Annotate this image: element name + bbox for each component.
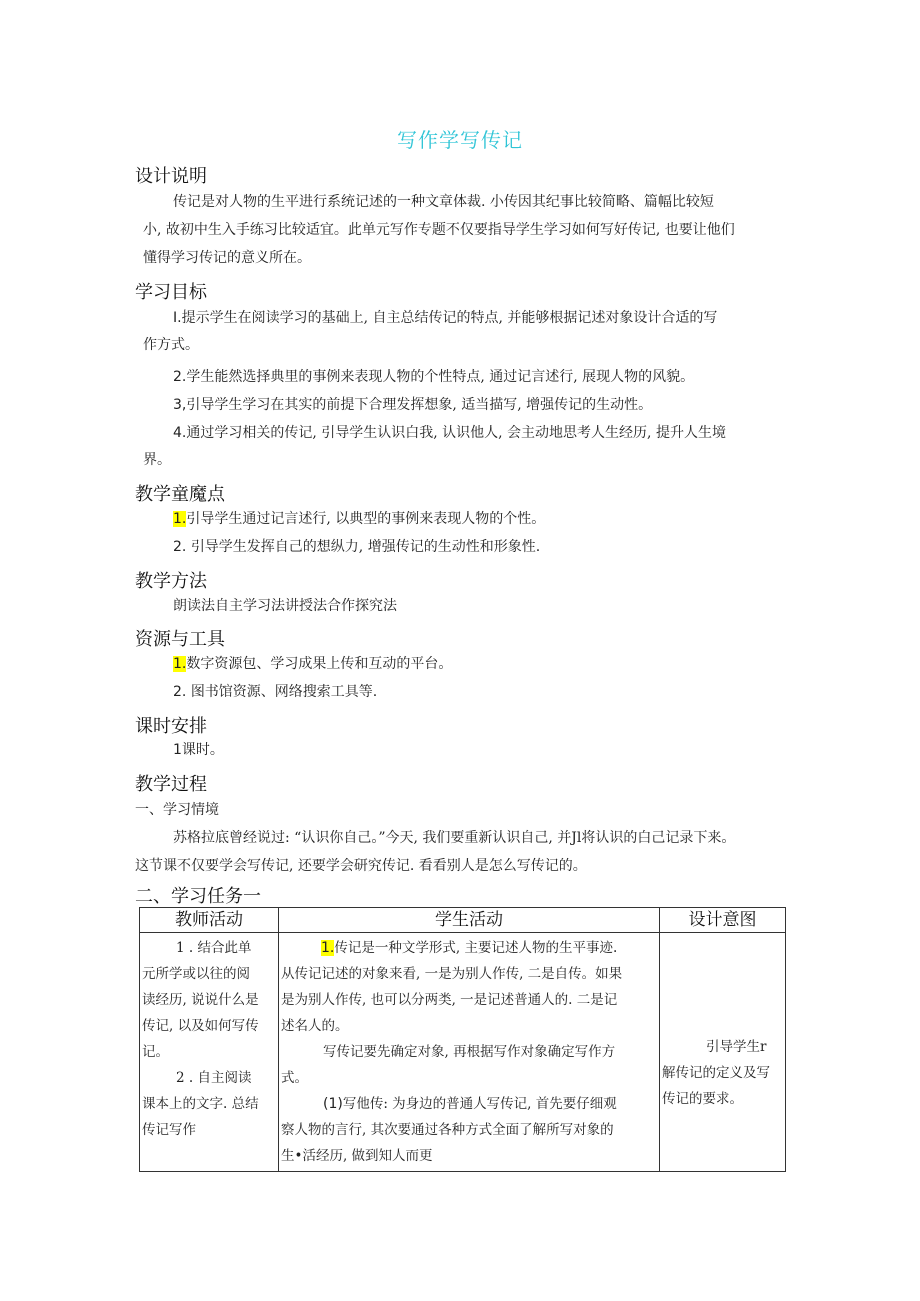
design-line: 传记的要求。 — [662, 1091, 743, 1107]
resource-1-text: 数字资源包、学习成果上传和互动的平台。 — [186, 656, 453, 672]
goal-1 — [173, 305, 717, 331]
resource-1-number: 1. — [173, 656, 187, 672]
student-activity-cell — [279, 933, 660, 1172]
schedule-number: 1 — [173, 742, 182, 758]
student-line: 是为别人作传, 也可以分两类, 一是记述普通人的. 二是记 — [281, 992, 618, 1008]
header-design: 设计意图 — [660, 908, 786, 933]
goal-4-cont: 界。 — [143, 452, 171, 468]
design-line: 引导学生r — [706, 1039, 767, 1055]
goal-3 — [173, 392, 652, 418]
teacher-line: 传记写作 — [142, 1122, 196, 1138]
student-item-1-number: 1. — [321, 940, 335, 956]
goal-1-text: 提示学生在阅读学习的基础上, 自主总结传记的特点, 并能够根据记述对象设计合适的写 — [181, 310, 718, 326]
teacher-activity-cell — [140, 933, 279, 1172]
resource-2 — [173, 679, 377, 705]
heading-process: 教学过程 — [135, 774, 207, 795]
teacher-line: 传记, 以及如何写传 — [142, 1018, 259, 1034]
schedule-text — [173, 737, 224, 763]
student-item-3-text: 写他传: 为身边的普通人写传记, 首先要仔细观 — [342, 1096, 617, 1112]
student-line — [281, 935, 657, 961]
design-line-2: 小, 故初中生入手练习比较适宜。此单元写作专题不仅要指导学生学习如何写好传记, 也要让他们 — [143, 222, 735, 238]
student-line: 从传记记述的对象来看, 一是为别人作传, 二是自传。如果 — [281, 966, 623, 982]
task-heading: 二、学习任务一 — [135, 886, 261, 907]
teacher-line: 记。 — [142, 1044, 169, 1060]
process-para-line-1: 苏格拉底曾经说过: “认识你自己。”今天, 我们要重新认识自己, 并Jl将认识的白己记录下来。 — [173, 830, 736, 846]
design-line-1: 传记是对人物的生平进行系统记述的一种文章体裁. 小传因其纪事比较简略、篇幅比较短 — [173, 194, 714, 210]
process-sub-1: 一、学习情境 — [135, 802, 219, 818]
student-line: 察人物的言行, 其次要通过各种方式全面了解所写对象的 — [281, 1122, 614, 1138]
goal-2 — [173, 364, 694, 390]
student-line: 写传记要先确定对象, 再根据写作对象确定写作方 — [323, 1044, 616, 1060]
goal-1-number: I. — [173, 310, 182, 326]
keypoint-1-text: 引导学生通过记言述行, 以典型的事例来表现人物的个性。 — [186, 511, 546, 527]
process-para-line-2: 这节课不仅要学会写传记, 还要学会研究传记. 看看别人是怎么写传记的。 — [135, 858, 587, 874]
keypoint-1-number: 1. — [173, 511, 187, 527]
heading-goals: 学习目标 — [135, 282, 207, 303]
student-item-1-text: 传记是一种文学形式, 主要记述人物的生平事迹. — [334, 940, 618, 956]
keypoint-2-text: 引导学生发挥自己的想纵力, 增强传记的生动性和形象性. — [190, 539, 541, 555]
design-line-3: 懂得学习传记的意义所在。 — [143, 250, 311, 266]
goal-1-cont: 作方式。 — [143, 337, 199, 353]
goal-3-number: 3, — [173, 397, 187, 413]
heading-schedule: 课时安排 — [135, 716, 207, 737]
document-title: 写作学写传记 — [397, 128, 523, 152]
student-activity — [279, 933, 659, 1171]
resource-2-text: 图书馆资源、网络搜索工具等. — [190, 684, 378, 700]
resource-1 — [173, 651, 452, 677]
keypoint-2 — [173, 534, 540, 560]
teacher-line: 课本上的文字. 总结 — [142, 1096, 259, 1112]
keypoint-1 — [173, 506, 545, 532]
goal-4-text: 通过学习相关的传记, 引导学生认识白我, 认识他人, 会主动地思考人生经历, 提升人生境 — [186, 425, 726, 441]
goal-2-text: 学生能然选择典里的事例来表现人物的个性特点, 通过记言述行, 展现人物的风貌。 — [186, 369, 695, 385]
methods-text: 朗读法自主学习法讲授法合作探究法 — [173, 598, 397, 614]
heading-resources: 资源与工具 — [135, 629, 225, 650]
teacher-line: 元所学或以往的阅 — [142, 966, 250, 982]
design-line: 解传记的定义及写 — [662, 1065, 770, 1081]
goal-3-text: 引导学生学习在其实的前提下合理发挥想象, 适当描写, 增强传记的生动性。 — [186, 397, 653, 413]
goal-4 — [173, 420, 726, 446]
table-header-row — [140, 908, 786, 933]
student-line: 式。 — [281, 1070, 308, 1086]
goal-4-number: 4. — [173, 425, 187, 441]
teacher-line: 读经历, 说说什么是 — [142, 992, 259, 1008]
resource-2-number: 2. — [173, 684, 187, 700]
design-intent — [660, 990, 785, 1114]
teacher-activity — [140, 933, 278, 1145]
student-line: 生•活经历, 做到知人而更 — [281, 1148, 433, 1164]
student-line — [281, 1091, 657, 1117]
goal-2-number: 2. — [173, 369, 187, 385]
header-teacher: 教师活动 — [140, 908, 279, 933]
keypoint-2-number: 2. — [173, 539, 187, 555]
student-line: 述名人的。 — [281, 1018, 349, 1034]
heading-design: 设计说明 — [135, 166, 207, 187]
header-student: 学生活动 — [279, 908, 660, 933]
heading-keypoints: 教学童魔点 — [135, 484, 225, 505]
student-item-3-number: (1) — [323, 1096, 343, 1112]
teacher-line: 2 . 自主阅读 — [176, 1070, 252, 1086]
table-row — [140, 933, 786, 1172]
design-intent-cell — [660, 933, 786, 1172]
schedule-unit: 课时。 — [181, 742, 224, 758]
teacher-line: 1 . 结合此单 — [176, 940, 252, 956]
activity-table — [139, 907, 786, 1172]
heading-methods: 教学方法 — [135, 571, 207, 592]
